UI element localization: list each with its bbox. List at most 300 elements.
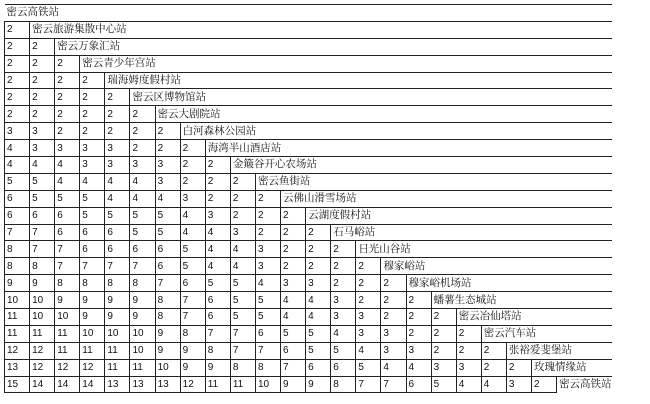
fare-cell: 5 [281,325,306,342]
fare-cell: 12 [30,342,55,359]
fare-cell: 2 [5,106,30,123]
fare-cell: 6 [180,275,205,292]
fare-cell: 10 [5,292,30,309]
fare-cell: 2 [255,224,280,241]
fare-cell: 9 [80,309,105,326]
fare-cell: 4 [331,325,356,342]
fare-cell: 2 [155,140,180,157]
fare-cell: 4 [456,376,481,393]
table-row [5,123,612,140]
fare-cell: 3 [406,342,431,359]
fare-matrix-table [4,4,612,393]
fare-cell: 7 [105,258,130,275]
table-row [5,359,612,376]
table-row [5,207,612,224]
fare-cell: 7 [205,325,230,342]
fare-cell: 10 [30,292,55,309]
fare-cell: 9 [155,325,180,342]
fare-cell: 13 [130,376,155,393]
table-row [5,241,612,258]
fare-cell: 2 [356,258,381,275]
fare-cell: 11 [105,359,130,376]
table-row [5,258,612,275]
fare-cell: 8 [230,359,255,376]
fare-cell: 11 [5,309,30,326]
station-name: 穆家峪机场站 [406,275,612,292]
station-name: 密云大剧院站 [155,106,612,123]
fare-cell: 10 [155,359,180,376]
fare-cell: 4 [205,224,230,241]
fare-cell: 9 [155,342,180,359]
fare-cell: 2 [180,173,205,190]
fare-cell: 10 [55,309,80,326]
fare-cell: 4 [381,359,406,376]
fare-cell: 8 [255,359,280,376]
station-name: 密云旅游集散中心站 [30,21,612,38]
fare-cell: 8 [155,292,180,309]
table-row [5,89,612,106]
table-row [5,157,612,174]
fare-cell: 3 [230,224,255,241]
fare-cell: 12 [80,359,105,376]
fare-cell: 2 [55,55,80,72]
table-row [5,342,612,359]
fare-cell: 6 [281,342,306,359]
fare-cell: 5 [255,309,280,326]
station-name: 石马峪站 [331,224,612,241]
fare-cell: 2 [431,342,456,359]
fare-cell: 9 [205,359,230,376]
fare-cell: 5 [105,207,130,224]
fare-cell: 5 [5,173,30,190]
fare-cell: 8 [80,275,105,292]
fare-cell: 6 [331,359,356,376]
fare-cell: 2 [130,123,155,140]
fare-cell: 2 [205,190,230,207]
fare-cell: 9 [55,292,80,309]
fare-cell: 2 [331,275,356,292]
station-name: 瑞海姆度假村站 [105,72,612,89]
fare-cell: 10 [30,309,55,326]
fare-cell: 6 [155,241,180,258]
fare-cell: 5 [230,309,255,326]
station-name: 张裕爱斐堡站 [506,342,611,359]
fare-cell: 2 [55,106,80,123]
fare-cell: 11 [55,325,80,342]
fare-cell: 5 [180,241,205,258]
fare-cell: 2 [456,342,481,359]
fare-cell: 9 [105,309,130,326]
fare-cell: 10 [80,325,105,342]
station-name: 玫瑰情缘站 [531,359,611,376]
station-name: 密云万象汇站 [55,38,612,55]
table-row [5,140,612,157]
fare-cell: 6 [5,190,30,207]
fare-cell: 5 [30,173,55,190]
fare-cell: 4 [281,309,306,326]
fare-cell: 8 [30,258,55,275]
fare-cell: 11 [205,376,230,393]
fare-cell: 2 [55,72,80,89]
fare-cell: 2 [306,241,331,258]
fare-cell: 4 [5,157,30,174]
fare-cell: 2 [331,241,356,258]
fare-cell: 9 [306,376,331,393]
fare-cell: 2 [456,325,481,342]
fare-cell: 11 [230,376,255,393]
fare-cell: 3 [55,140,80,157]
station-name: 蟠薯生态城站 [431,292,611,309]
fare-cell: 3 [80,157,105,174]
table-row [5,106,612,123]
fare-cell: 4 [105,190,130,207]
fare-cell: 6 [155,258,180,275]
fare-cell: 8 [55,275,80,292]
fare-cell: 5 [331,342,356,359]
fare-cell: 6 [255,325,280,342]
fare-cell: 2 [180,157,205,174]
fare-cell: 6 [105,224,130,241]
fare-cell: 4 [230,258,255,275]
fare-cell: 4 [230,241,255,258]
fare-cell: 5 [180,258,205,275]
fare-cell: 3 [155,157,180,174]
fare-cell: 3 [356,309,381,326]
table-row [5,5,612,22]
fare-cell: 4 [306,292,331,309]
table-row [5,21,612,38]
fare-cell: 8 [205,342,230,359]
fare-cell: 10 [105,325,130,342]
station-name: 密云鱼街站 [255,173,611,190]
station-name: 云湖度假村站 [306,207,612,224]
fare-cell: 4 [255,275,280,292]
fare-cell: 7 [130,258,155,275]
fare-cell: 7 [30,241,55,258]
fare-cell: 7 [30,224,55,241]
fare-cell: 3 [130,157,155,174]
fare-cell: 9 [180,359,205,376]
table-row [5,325,612,342]
fare-cell: 5 [130,207,155,224]
fare-cell: 2 [105,106,130,123]
fare-cell: 2 [356,275,381,292]
fare-cell: 7 [55,241,80,258]
table-row [5,275,612,292]
fare-cell: 5 [356,359,381,376]
fare-cell: 8 [155,309,180,326]
fare-cell: 6 [105,241,130,258]
fare-cell: 9 [281,376,306,393]
fare-cell: 2 [30,106,55,123]
fare-cell: 14 [30,376,55,393]
fare-cell: 6 [55,224,80,241]
table-row [5,224,612,241]
fare-cell: 10 [130,342,155,359]
fare-cell: 7 [230,325,255,342]
fare-cell: 2 [30,55,55,72]
fare-cell: 7 [155,275,180,292]
station-name: 密云高铁站 [557,376,612,393]
fare-cell: 6 [130,241,155,258]
fare-cell: 4 [180,224,205,241]
fare-cell: 7 [55,258,80,275]
fare-cell: 2 [531,376,556,393]
fare-cell: 4 [155,190,180,207]
fare-cell: 7 [356,376,381,393]
fare-cell: 2 [281,207,306,224]
fare-cell: 2 [506,359,531,376]
fare-cell: 10 [130,325,155,342]
fare-cell: 7 [381,376,406,393]
fare-cell: 3 [255,241,280,258]
fare-cell: 4 [130,173,155,190]
fare-cell: 3 [506,376,531,393]
fare-cell: 8 [331,376,356,393]
fare-cell: 3 [381,342,406,359]
fare-cell: 5 [80,207,105,224]
fare-cell: 13 [105,376,130,393]
fare-cell: 14 [80,376,105,393]
fare-cell: 2 [155,123,180,140]
fare-cell: 2 [306,258,331,275]
fare-cell: 3 [105,140,130,157]
fare-cell: 2 [431,325,456,342]
station-name: 密云汽车站 [481,325,611,342]
fare-cell: 9 [180,342,205,359]
fare-cell: 2 [281,241,306,258]
fare-cell: 5 [130,224,155,241]
fare-cell: 7 [255,342,280,359]
fare-cell: 4 [481,376,506,393]
fare-cell: 5 [230,292,255,309]
fare-cell: 6 [205,309,230,326]
fare-cell: 5 [155,207,180,224]
fare-cell: 13 [155,376,180,393]
fare-cell: 2 [80,106,105,123]
fare-cell: 4 [130,190,155,207]
table-row [5,173,612,190]
fare-cell: 11 [55,342,80,359]
station-name: 密云区博物馆站 [130,89,612,106]
fare-cell: 9 [30,275,55,292]
fare-cell: 4 [356,342,381,359]
fare-cell: 8 [130,275,155,292]
fare-cell: 11 [105,342,130,359]
fare-cell: 5 [80,190,105,207]
fare-cell: 14 [55,376,80,393]
fare-cell: 4 [80,173,105,190]
fare-cell: 3 [431,359,456,376]
fare-cell: 11 [30,325,55,342]
fare-cell: 6 [205,292,230,309]
fare-cell: 2 [5,55,30,72]
fare-cell: 2 [230,207,255,224]
fare-cell: 11 [130,359,155,376]
fare-cell: 9 [105,292,130,309]
fare-cell: 3 [180,190,205,207]
table-row [5,38,612,55]
fare-cell: 2 [55,89,80,106]
table-row [5,309,612,326]
fare-cell: 12 [180,376,205,393]
fare-cell: 3 [105,157,130,174]
fare-cell: 2 [5,72,30,89]
station-name: 穆家峪站 [381,258,612,275]
fare-cell: 12 [5,342,30,359]
fare-cell: 2 [230,173,255,190]
fare-cell: 6 [55,207,80,224]
fare-cell: 4 [205,258,230,275]
fare-cell: 3 [80,140,105,157]
fare-cell: 7 [281,359,306,376]
fare-cell: 2 [281,224,306,241]
fare-cell: 2 [205,173,230,190]
fare-cell: 5 [306,325,331,342]
fare-cell: 3 [205,207,230,224]
fare-cell: 5 [306,342,331,359]
fare-cell: 2 [30,89,55,106]
fare-cell: 8 [180,325,205,342]
fare-cell: 2 [331,258,356,275]
fare-cell: 4 [30,157,55,174]
fare-cell: 4 [306,309,331,326]
fare-cell: 3 [331,309,356,326]
fare-cell: 2 [80,123,105,140]
fare-cell: 3 [381,325,406,342]
fare-cell: 2 [55,123,80,140]
fare-cell: 7 [80,258,105,275]
fare-cell: 8 [105,275,130,292]
fare-cell: 2 [130,106,155,123]
fare-cell: 7 [5,224,30,241]
fare-matrix-body [5,5,612,393]
fare-cell: 2 [381,309,406,326]
fare-cell: 2 [255,207,280,224]
fare-cell: 4 [55,157,80,174]
fare-cell: 4 [406,359,431,376]
fare-cell: 2 [481,359,506,376]
fare-cell: 3 [155,173,180,190]
fare-cell: 2 [205,157,230,174]
fare-cell: 8 [5,258,30,275]
table-row [5,376,612,393]
fare-cell: 3 [281,275,306,292]
fare-cell: 9 [80,292,105,309]
fare-cell: 6 [80,224,105,241]
fare-cell: 6 [306,359,331,376]
fare-cell: 5 [431,376,456,393]
fare-cell: 2 [30,38,55,55]
fare-cell: 9 [5,275,30,292]
fare-cell: 13 [5,359,30,376]
fare-cell: 11 [5,325,30,342]
fare-cell: 9 [130,292,155,309]
fare-cell: 9 [130,309,155,326]
fare-cell: 12 [55,359,80,376]
fare-cell: 5 [230,275,255,292]
fare-cell: 2 [5,89,30,106]
station-name: 白河森林公园站 [180,123,611,140]
fare-cell: 11 [80,342,105,359]
fare-cell: 2 [381,275,406,292]
fare-cell: 12 [30,359,55,376]
fare-cell: 3 [456,359,481,376]
fare-cell: 2 [30,72,55,89]
fare-cell: 2 [180,140,205,157]
fare-cell: 5 [155,224,180,241]
fare-cell: 7 [180,309,205,326]
fare-cell: 2 [5,21,30,38]
fare-cell: 2 [431,309,456,326]
station-name: 密云冶仙塔站 [456,309,611,326]
fare-cell: 2 [406,325,431,342]
fare-cell: 4 [180,207,205,224]
table-row [5,55,612,72]
fare-cell: 2 [381,292,406,309]
fare-cell: 6 [80,241,105,258]
station-name: 密云高铁站 [5,5,612,22]
fare-cell: 3 [306,275,331,292]
fare-cell: 2 [356,292,381,309]
table-row [5,72,612,89]
station-name: 海湾半山酒店站 [205,140,611,157]
fare-cell: 6 [30,207,55,224]
fare-cell: 3 [5,123,30,140]
fare-cell: 15 [5,376,30,393]
fare-cell: 8 [5,241,30,258]
fare-cell: 2 [281,258,306,275]
fare-cell: 4 [55,173,80,190]
fare-cell: 2 [80,72,105,89]
fare-cell: 2 [406,309,431,326]
fare-cell: 3 [30,123,55,140]
fare-cell: 4 [105,173,130,190]
fare-cell: 2 [230,190,255,207]
fare-cell: 2 [80,89,105,106]
fare-cell: 3 [30,140,55,157]
station-name: 云佛山滑雪场站 [281,190,612,207]
fare-cell: 5 [30,190,55,207]
fare-cell: 2 [481,342,506,359]
fare-cell: 4 [281,292,306,309]
table-row [5,292,612,309]
fare-cell: 5 [205,275,230,292]
fare-cell: 2 [306,224,331,241]
fare-cell: 2 [130,140,155,157]
fare-cell: 6 [406,376,431,393]
fare-cell: 10 [255,376,280,393]
fare-cell: 5 [255,292,280,309]
fare-cell: 3 [255,258,280,275]
fare-cell: 3 [356,325,381,342]
fare-cell: 2 [255,190,280,207]
station-name: 日光山谷站 [356,241,612,258]
table-row [5,190,612,207]
station-name: 密云青少年宫站 [80,55,612,72]
fare-cell: 2 [105,89,130,106]
fare-cell: 7 [230,342,255,359]
fare-cell: 5 [55,190,80,207]
fare-cell: 4 [5,140,30,157]
station-name: 金簸谷开心农场站 [230,157,611,174]
fare-cell: 4 [205,241,230,258]
fare-cell: 6 [5,207,30,224]
fare-cell: 3 [331,292,356,309]
fare-cell: 2 [406,292,431,309]
fare-cell: 7 [180,292,205,309]
fare-cell: 2 [5,38,30,55]
